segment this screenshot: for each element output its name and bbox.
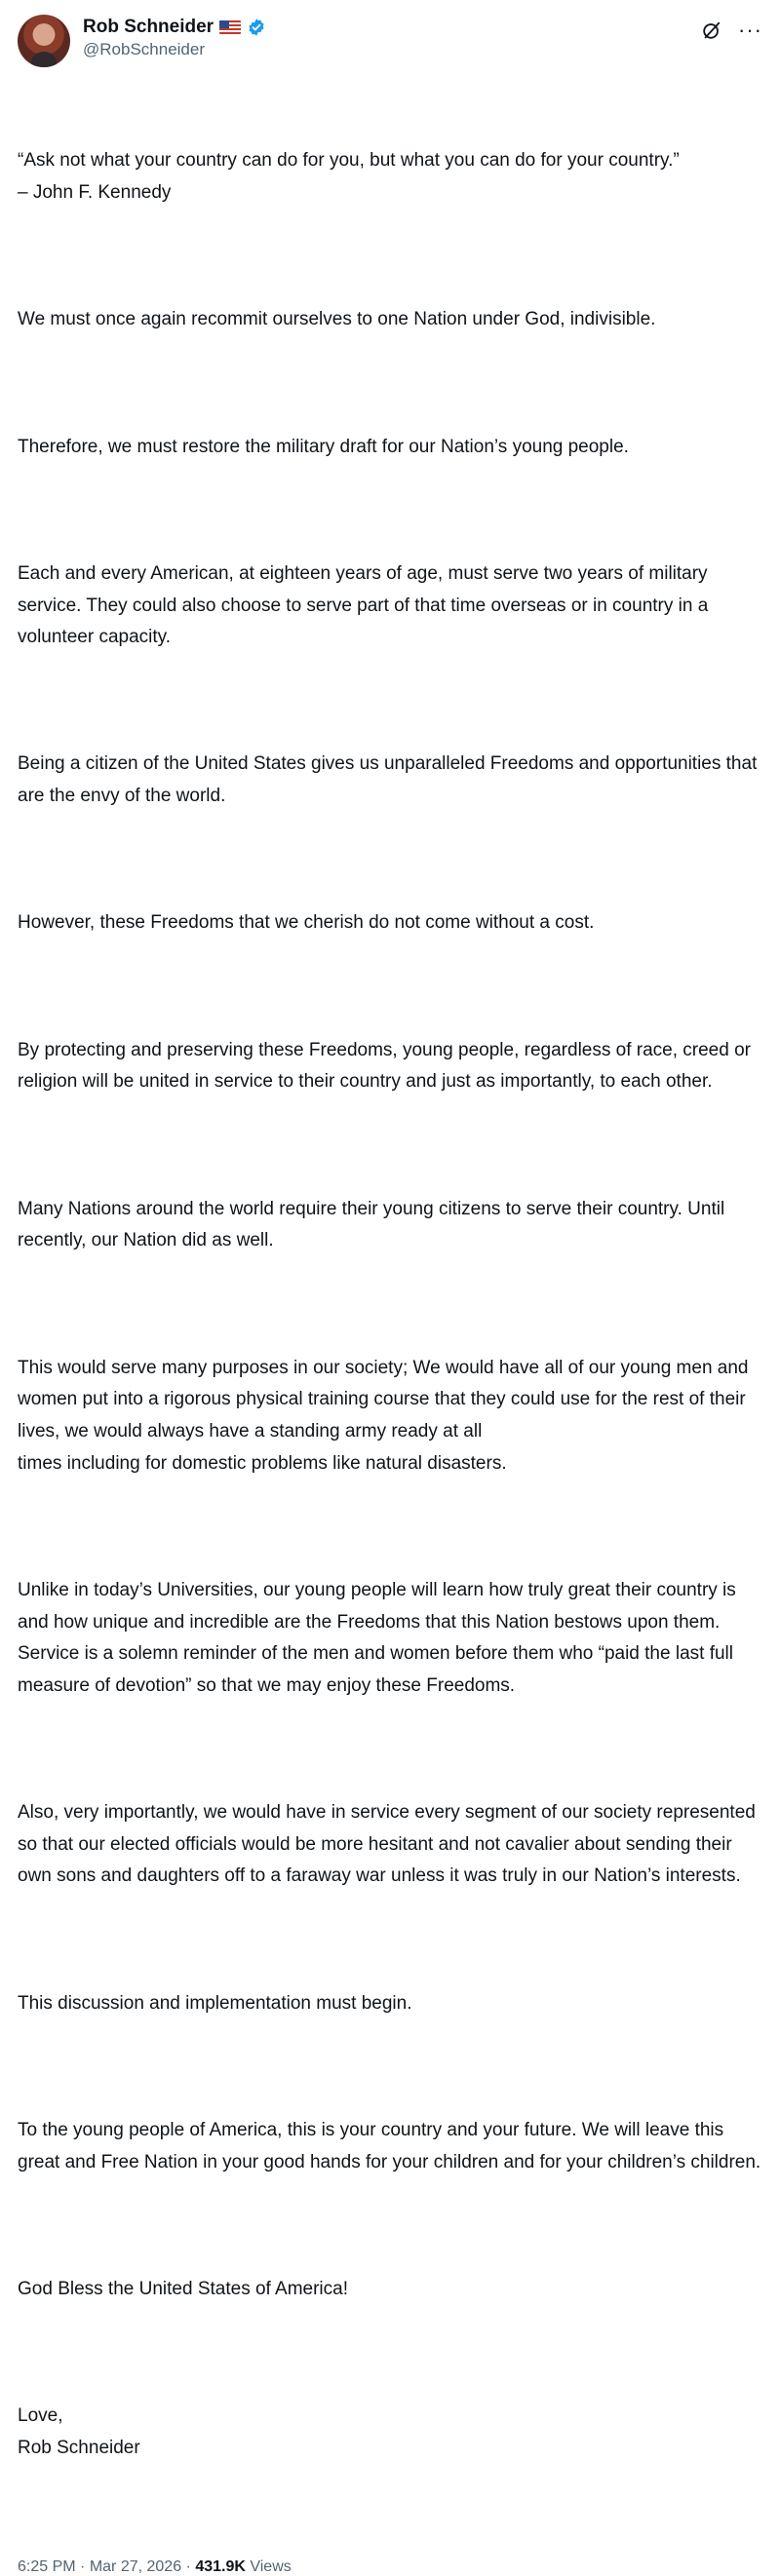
more-options-icon[interactable]: ···: [738, 18, 762, 42]
tweet-paragraph: God Bless the United States of America!: [18, 2278, 349, 2299]
verified-badge-icon: [247, 18, 266, 37]
views-label: Views: [245, 2558, 292, 2576]
tweet-paragraph: “Ask not what your country can do for you, but what you can do for your country.” – John F. Kennedy: [18, 150, 680, 203]
handle[interactable]: @RobSchneider: [83, 40, 205, 58]
tweet-header: [18, 12, 762, 68]
meta-separator: ·: [181, 2558, 196, 2576]
tweet-paragraph: To the young people of America, this is your country and your future. We will leave this great and Free Nation in your good hands for your children and for your children’s children.: [18, 2120, 761, 2172]
tweet-text: [18, 82, 762, 2559]
grok-icon[interactable]: [701, 19, 722, 41]
views-count[interactable]: 431.9K: [195, 2558, 246, 2576]
tweet-paragraph: Each and every American, at eighteen years of age, must serve two years of military service. They could also choose to serve part of that time overseas or in country in a volunteer capacity.: [18, 562, 714, 648]
tweet-paragraph: Love, Rob Schneider: [18, 2405, 140, 2458]
avatar[interactable]: [18, 15, 70, 67]
display-name[interactable]: Rob Schneider: [83, 17, 214, 37]
tweet-time[interactable]: 6:25 PM: [18, 2558, 76, 2576]
tweet-paragraph: We must once again recommit ourselves to one Nation under God, indivisible.: [18, 309, 656, 330]
tweet-paragraph: However, these Freedoms that we cherish do not come without a cost.: [18, 912, 595, 934]
tweet-date[interactable]: Mar 27, 2026: [89, 2558, 182, 2576]
tweet-paragraph: Being a citizen of the United States gives us unparalleled Freedoms and opportunities that are the envy of the world.: [18, 753, 762, 807]
tweet-paragraph: This would serve many purposes in our society; We would have all of our young men and women put into a rigorous physical training course that they could use for the rest of their lives, we would always have a standing army ready at all times including for domestic problems like natural disasters.: [18, 1357, 749, 1474]
tweet-paragraph: By protecting and preserving these Freedoms, young people, regardless of race, creed or religion will be united in service to their country and just as importantly, to each other.: [18, 1039, 757, 1093]
tweet-paragraph: This discussion and implementation must begin.: [18, 1992, 412, 2014]
tweet-paragraph: Also, very importantly, we would have in service every segment of our society represented so that our elected officials would be more hesitant and not cavalier about sending their own sons and daughters off to a faraway war unless it was truly in our Nation’s interests.: [18, 1802, 761, 1887]
header-actions: [701, 19, 762, 41]
meta-separator: ·: [75, 2558, 90, 2576]
author-info: [83, 16, 266, 60]
tweet-paragraph: Many Nations around the world require their young citizens to serve their country. Until recently, our Nation did as well.: [18, 1198, 730, 1251]
tweet-meta: [18, 2558, 762, 2576]
name-row: [83, 16, 266, 39]
flag-us-icon: [219, 20, 241, 34]
tweet-paragraph: Therefore, we must restore the military draft for our Nation’s young people.: [18, 436, 629, 457]
tweet-paragraph: Unlike in today’s Universities, our young people will learn how truly great their country is and how unique and incredible are the Freedoms that this Nation bestows upon them. Service is a solemn reminder of the men and women before them who “paid the last full measure of devotion” so that we may enjoy these Freedoms.: [18, 1579, 742, 1696]
